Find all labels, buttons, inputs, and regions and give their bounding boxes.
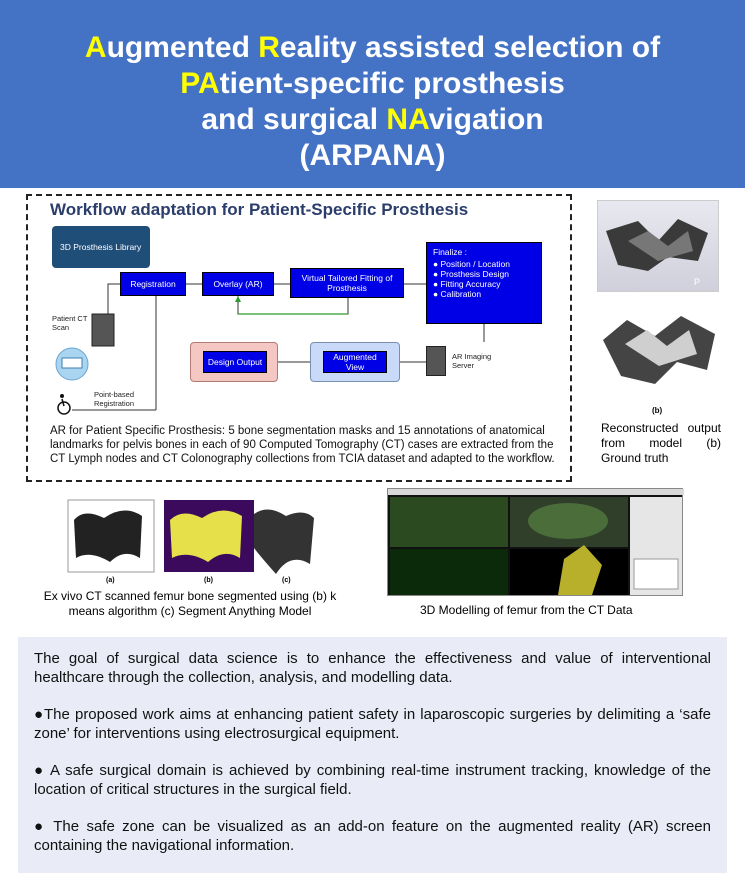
finalize-item: ● Fitting Accuracy <box>433 279 510 289</box>
augmented-view-panel <box>310 342 400 382</box>
pelvis-reconstruction-render <box>598 201 720 293</box>
title-line-3: and surgical NAvigation <box>201 103 544 136</box>
design-output-box: Design Output <box>203 351 267 373</box>
workflow-title: Workflow adaptation for Patient-Specific Prosthesis <box>50 200 469 219</box>
femur-label-a: (a) <box>106 577 115 584</box>
prosthesis-library-box: 3D Prosthesis Library <box>52 226 150 268</box>
pelvis-ground-truth-image <box>597 300 719 398</box>
finalize-box <box>426 242 542 324</box>
summary-paragraph: The goal of surgical data science is to enhance the effectiveness and value of interventional healthcare through the collection, analysis, and modelling data. <box>34 650 711 686</box>
finalize-item: ● Calibration <box>433 289 510 299</box>
finalize-list <box>433 259 510 299</box>
femur-segmentation-panels <box>54 498 334 584</box>
title-line-2: PAtient-specific prosthesis <box>180 67 565 100</box>
server-icon <box>426 346 446 376</box>
pelvis-reconstruction-image <box>597 200 719 292</box>
patient-ct-label: Patient CT Scan <box>52 314 88 332</box>
femur-label-b: (b) <box>204 577 213 584</box>
summary-paragraph: ● A safe surgical domain is achieved by combining real-time instrument tracking, knowledge of the location of critical structures in the surgical field. <box>34 762 711 798</box>
workflow-caption: AR for Patient Specific Prosthesis: 5 bone segmentation masks and 15 annotations of anatomical landmarks for pelvis bones in each of 90 Computed Tomography (CT) cases are extracted from the CT Lymph nodes and CT Colonography collections from TCIA dataset and adapted to the workflow. <box>50 425 555 465</box>
femur-images <box>54 498 334 584</box>
femur-label-c: (c) <box>282 577 291 584</box>
summary-paragraph: ●The proposed work aims at enhancing patient safety in laparoscopic surgeries by delimiting a ‘safe zone’ for interventions using electrosurgical equipment. <box>34 706 711 742</box>
pelvis-label-p: P <box>694 277 701 287</box>
pelvis-caption: Reconstructed output from model (b) Ground truth <box>601 421 721 465</box>
title-line-1: Augmented Reality assisted selection of <box>84 31 661 64</box>
pelvis-label-b: (b) <box>652 406 663 415</box>
overlay-box: Overlay (AR) <box>202 272 274 296</box>
ct-caption: 3D Modelling of femur from the CT Data <box>420 603 633 617</box>
summary-text-box <box>18 637 727 873</box>
poster-header <box>0 0 745 188</box>
ct-viewer-panels <box>388 489 684 597</box>
design-output-panel <box>190 342 278 382</box>
point-registration-label: Point-based Registration <box>94 390 135 408</box>
ar-server-label: AR Imaging Server <box>452 352 492 370</box>
registration-box: Registration <box>120 272 186 296</box>
augmented-view-box: Augmented View <box>323 351 387 373</box>
title-line-4: (ARPANA) <box>299 139 446 172</box>
virtual-fitting-box: Virtual Tailored Fitting of Prosthesis <box>290 268 404 298</box>
finalize-title: Finalize : <box>433 247 468 257</box>
finalize-item: ● Position / Location <box>433 259 510 269</box>
ct-software-screenshot <box>387 488 683 596</box>
summary-paragraph: ● The safe zone can be visualized as an add-on feature on the augmented reality (AR) screen containing the navigational information. <box>34 818 711 854</box>
femur-caption: Ex vivo CT scanned femur bone segmented using (b) k means algorithm (c) Segment Anything Model <box>43 589 337 618</box>
pelvis-ground-truth-render <box>597 300 719 398</box>
workflow-panel <box>26 194 572 482</box>
finalize-item: ● Prosthesis Design <box>433 269 510 279</box>
